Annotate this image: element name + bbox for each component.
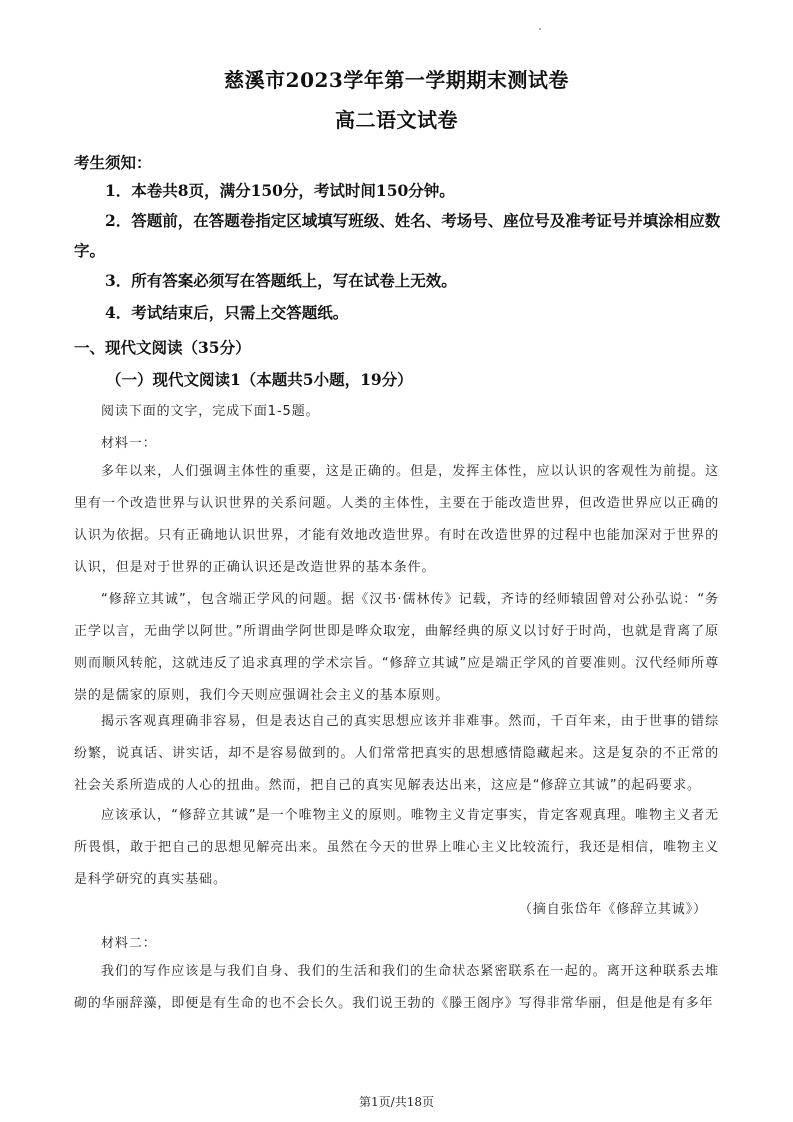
notice-item-2: 2．答题前，在答题卷指定区域填写班级、姓名、考场号、座位号及准考证号并填涂相应数字。 <box>74 211 721 260</box>
page-number: 第1页/共18页 <box>359 1095 434 1109</box>
notice-item-4: 4．考试结束后，只需上交答题纸。 <box>105 303 349 322</box>
reading-instruction: 阅读下面的文字，完成下面1-5题。 <box>101 404 320 419</box>
material-1-label: 材料一： <box>101 436 157 451</box>
material-2-label: 材料二： <box>101 936 157 951</box>
subsection-heading: （一）现代文阅读1（本题共5小题，19分） <box>106 370 413 389</box>
notice-heading: 考生须知： <box>74 153 152 172</box>
exam-subtitle: 高二语文试卷 <box>335 108 458 132</box>
exam-title: 慈溪市2023学年第一学期期末测试卷 <box>224 68 569 92</box>
material-1-source: （摘自张岱年《修辞立其诚》） <box>518 902 707 917</box>
material-1-paragraph-1: 多年以来，人们强调主体性的重要，这是正确的。但是，发挥主体性，应以认识的客观性为前提。这里有一个改造世界与认识世界的关系问题。人类的主体性，主要在于能改造世界，但改造世界应以正确的认识为依据。只有正确地认识世界，才能有效地改造世界。有时在改造世界的过程中也能加深对于世界的认识，但是对于世界的正确认识还是改造世界的基本条件。 <box>74 464 719 575</box>
material-1-paragraph-2: “修辞立其诚”，包含端正学风的问题。据《汉书·儒林传》记载，齐诗的经师辕固曾对公孙弘说：“务正学以言，无曲学以阿世。”所谓曲学阿世即是哗众取宠，曲解经典的原义以讨好于时尚，也就是背离了原则而顺风转舵，这就违反了追求真理的学术宗旨。“修辞立其诚”应是端正学风的首要准则。汉代经师所尊崇的是儒家的原则，我们今天则应强调社会主义的基本原则。 <box>74 592 719 703</box>
material-2-paragraph-1: 我们的写作应该是与我们自身、我们的生活和我们的生命状态紧密联系在一起的。离开这种联系去堆砌的华丽辞藻，即便是有生命的也不会长久。我们说王勃的《滕王阁序》写得非常华丽，但是他是有多年 <box>74 964 719 1011</box>
notice-item-1: 1．本卷共8页，满分150分，考试时间150分钟。 <box>105 181 455 200</box>
section-heading: 一、现代文阅读（35分） <box>74 338 251 357</box>
scan-dot <box>539 28 541 30</box>
notice-item-3: 3．所有答案必须写在答题纸上，写在试卷上无效。 <box>105 271 457 290</box>
material-1-paragraph-4: 应该承认，“修辞立其诚”是一个唯物主义的原则。唯物主义肯定事实，肯定客观真理。唯物主义者无所畏惧，敢于把自己的思想见解亮出来。虽然在今天的世界上唯心主义比较流行，我还是相信，唯物主义是科学研究的真实基础。 <box>74 808 719 887</box>
material-1-paragraph-3: 揭示客观真理确非容易，但是表达自己的真实思想应该并非难事。然而，千百年来，由于世事的错综纷繁，说真话、讲实话，却不是容易做到的。人们常常把真实的思想感情隐藏起来。这是复杂的不正常的社会关系所造成的人心的扭曲。然而，把自己的真实见解表达出来，这应是“修辞立其诚”的起码要求。 <box>74 714 719 793</box>
